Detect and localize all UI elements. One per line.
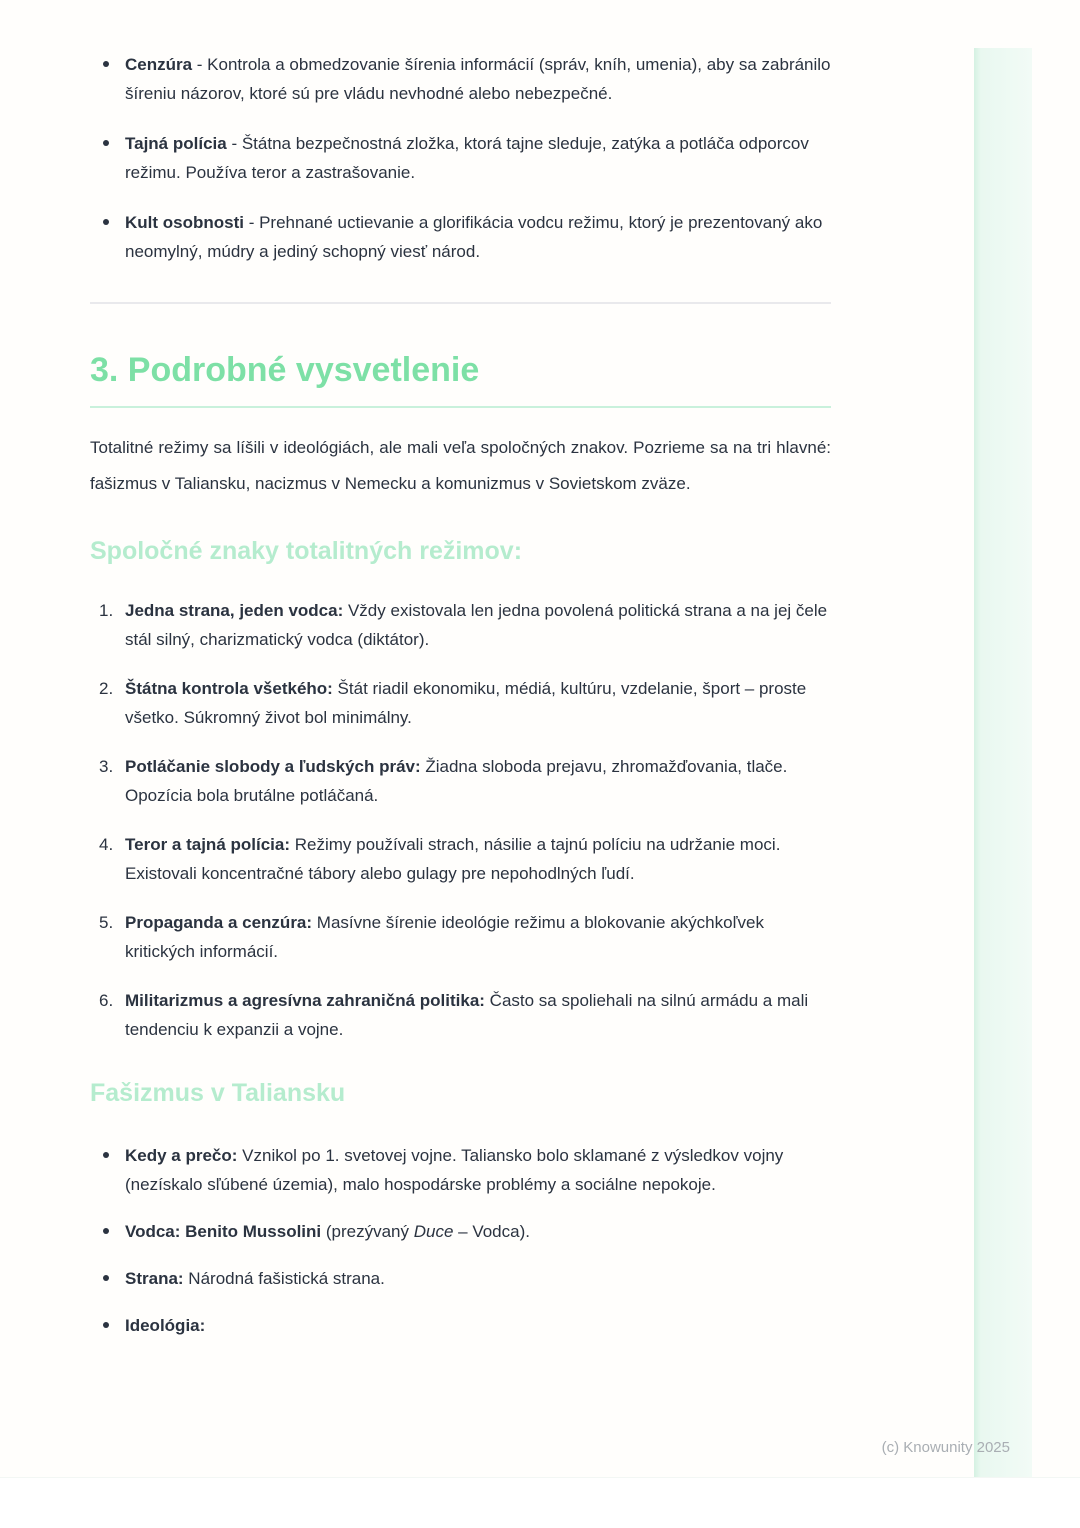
definitions-list (90, 50, 831, 266)
fact-text: Vznikol po 1. svetovej vojne. Taliansko bolo sklamané z výsledkov vojny (nezískalo sľúbené územia), malo hospodárske problémy a sociálne nepokoje. (125, 1146, 784, 1194)
page-bottom-margin (0, 1477, 1080, 1528)
bullet-icon (103, 140, 109, 146)
section-title-underline (90, 406, 831, 408)
list-item (90, 1141, 831, 1199)
list-item (90, 674, 831, 732)
list-number: 6. (99, 991, 114, 1010)
fascism-list (90, 1141, 831, 1340)
list-item (90, 908, 831, 966)
definition-term: Tajná polícia (125, 134, 227, 153)
bullet-icon (103, 1275, 109, 1281)
bullet-icon (103, 61, 109, 67)
list-item (90, 752, 831, 810)
definition-term: Kult osobnosti (125, 213, 244, 232)
subheading-fascism-italy: Fašizmus v Taliansku (90, 1079, 346, 1107)
list-number: 1. (99, 601, 114, 620)
trait-text: Vždy existovala len jedna povolená politická strana a na jej čele stál silný, charizmatický vodca (diktátor). (125, 601, 828, 649)
common-traits-list (90, 596, 831, 1044)
bullet-icon (103, 1152, 109, 1158)
trait-text: Režimy používali strach, násilie a tajnú políciu na udržanie moci. Existovali koncentračné tábory alebo gulagy pre nepohodlných ľudí. (125, 835, 781, 883)
trait-term: Jedna strana, jeden vodca: (125, 601, 344, 620)
fact-text: (prezývaný (321, 1222, 414, 1241)
trait-term: Štátna kontrola všetkého: (125, 679, 333, 698)
list-item (90, 1311, 831, 1340)
trait-text: Žiadna sloboda prejavu, zhromažďovania, tlače. Opozícia bola brutálne potláčaná. (125, 757, 788, 805)
list-item (90, 208, 831, 266)
trait-text: Často sa spoliehali na silnú armádu a mali tendenciu k expanzii a vojne. (125, 991, 809, 1039)
trait-term: Militarizmus a agresívna zahraničná politika: (125, 991, 485, 1010)
trait-text: Masívne šírenie ideológie režimu a blokovanie akýchkoľvek kritických informácií. (125, 913, 764, 961)
list-item (90, 596, 831, 654)
list-item (90, 1264, 831, 1293)
section-divider (90, 302, 831, 304)
fact-text: Národná fašistická strana. (183, 1269, 385, 1288)
fact-term: Strana: (125, 1269, 184, 1288)
list-item (90, 129, 831, 187)
copyright-notice: (c) Knowunity 2025 (881, 1439, 1010, 1456)
bullet-icon (103, 1322, 109, 1328)
trait-term: Propaganda a cenzúra: (125, 913, 313, 932)
definition-text: - Kontrola a obmedzovanie šírenia informácií (správ, kníh, umenia), aby sa zabránilo šíreniu názorov, ktoré sú pre vládu nevhodné alebo nebezpečné. (125, 55, 831, 103)
list-number: 4. (99, 835, 114, 854)
document-content (90, 0, 831, 1340)
list-number: 3. (99, 757, 114, 776)
list-item (90, 986, 831, 1044)
fact-term: Vodca: Benito Mussolini (125, 1222, 322, 1241)
section-intro-paragraph: Totalitné režimy sa líšili v ideológiách, ale mali veľa spoločných znakov. Pozrieme sa na tri hlavné: fašizmus v Taliansku, nacizmus v Nemecku a komunizmus v Sovietskom zväze. (90, 438, 831, 493)
trait-term: Teror a tajná polícia: (125, 835, 291, 854)
definition-text: - Prehnané uctievanie a glorifikácia vodcu režimu, ktorý je prezentovaný ako neomylný, múdry a jediný schopný viesť národ. (125, 213, 823, 261)
page-accent-bar (974, 48, 1032, 1477)
subheading-common-traits: Spoločné znaky totalitných režimov: (90, 537, 523, 565)
list-number: 2. (99, 679, 114, 698)
trait-text: Štát riadil ekonomiku, médiá, kultúru, vzdelanie, šport – proste všetko. Súkromný život bol minimálny. (125, 679, 807, 727)
list-number: 5. (99, 913, 114, 932)
definition-term: Cenzúra (125, 55, 193, 74)
bullet-icon (103, 219, 109, 225)
fact-term: Ideológia: (125, 1316, 206, 1335)
list-item (90, 1217, 831, 1246)
fact-tail: – Vodca). (453, 1222, 530, 1241)
fact-term: Kedy a prečo: (125, 1146, 238, 1165)
list-item (90, 830, 831, 888)
section-title: 3. Podrobné vysvetlenie (90, 351, 480, 389)
definition-text: - Štátna bezpečnostná zložka, ktorá tajne sleduje, zatýka a potláča odporcov režimu. Používa teror a zastrašovanie. (125, 134, 809, 182)
trait-term: Potláčanie slobody a ľudských práv: (125, 757, 421, 776)
fact-italic: Duce (413, 1222, 454, 1241)
bullet-icon (103, 1228, 109, 1234)
list-item (90, 50, 831, 108)
